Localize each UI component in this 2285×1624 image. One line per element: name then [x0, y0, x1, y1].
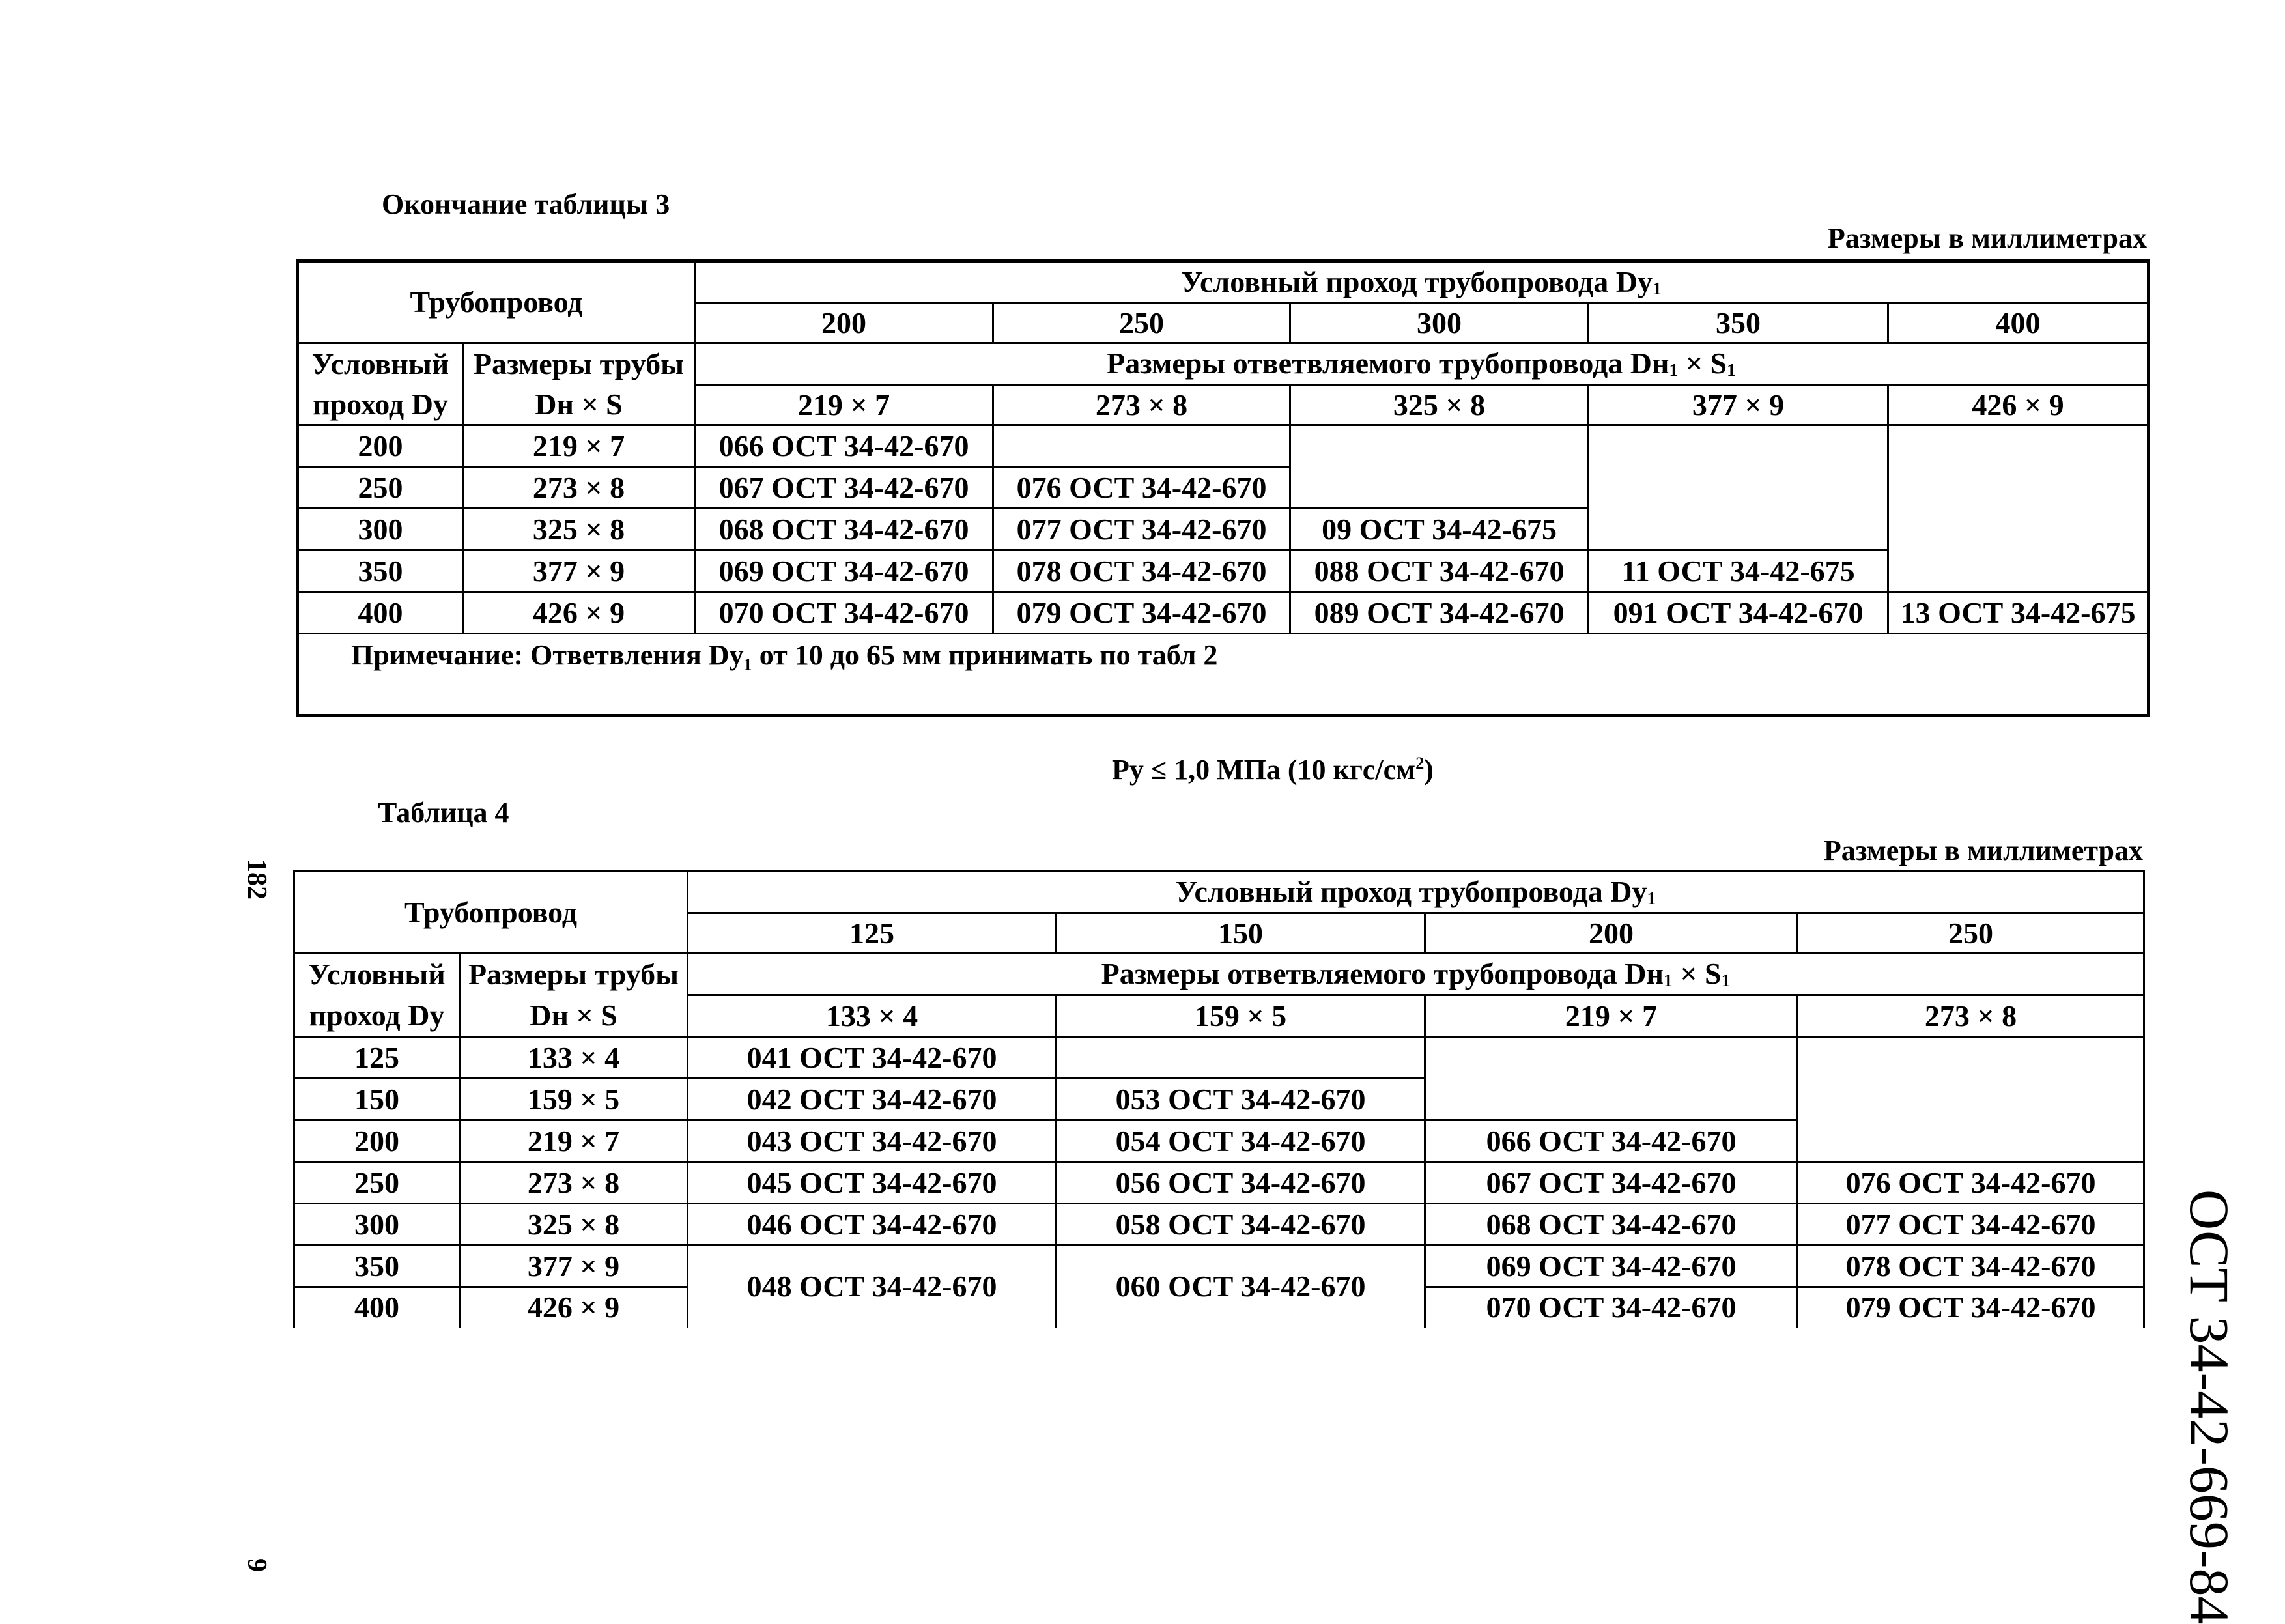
row-size: 377 × 9	[463, 550, 695, 592]
fitting-code: 067 ОСТ 34-42-670	[1425, 1162, 1798, 1204]
row-size: 325 × 8	[460, 1204, 688, 1246]
fitting-code: 09 ОСТ 34-42-675	[1290, 509, 1589, 550]
row-size: 219 × 7	[463, 425, 695, 467]
table-row	[294, 1162, 2144, 1204]
table4-branch-size: 159 × 5	[1057, 995, 1425, 1037]
row-dy: 350	[298, 550, 463, 592]
fitting-code: 056 ОСТ 34-42-670	[1057, 1162, 1425, 1204]
table3-col-size-line2: Dн × S	[463, 385, 695, 425]
row-size: 426 × 9	[463, 592, 695, 634]
page-number-bottom: 9	[242, 1558, 272, 1572]
table4-du1-200: 200	[1425, 913, 1798, 954]
fitting-code: 060 ОСТ 34-42-670	[1057, 1246, 1425, 1328]
empty-cell	[1290, 425, 1589, 509]
table4-col-size-line2: Dн × S	[460, 995, 688, 1037]
table4-branch-size: 133 × 4	[688, 995, 1057, 1037]
table-row	[298, 425, 2149, 467]
fitting-code: 053 ОСТ 34-42-670	[1057, 1079, 1425, 1120]
fitting-code: 046 ОСТ 34-42-670	[688, 1204, 1057, 1246]
table4-caption: Таблица 4	[378, 797, 509, 829]
row-size: 325 × 8	[463, 509, 695, 550]
fitting-code: 089 ОСТ 34-42-670	[1290, 592, 1589, 634]
table4-du1-125: 125	[688, 913, 1057, 954]
fitting-code: 088 ОСТ 34-42-670	[1290, 550, 1589, 592]
empty-cell	[1425, 1037, 1798, 1120]
fitting-code: 054 ОСТ 34-42-670	[1057, 1120, 1425, 1162]
table4-header-branch: Размеры ответвляемого трубопровода $Dн_1 \times S_1$	[688, 954, 2144, 995]
fitting-code: 078 ОСТ 34-42-670	[993, 550, 1290, 592]
table4	[293, 870, 2145, 1328]
row-size: 133 × 4	[460, 1037, 688, 1079]
empty-cell	[1057, 1037, 1425, 1079]
table3-du1-250: 250	[993, 303, 1290, 343]
table-row	[298, 550, 2149, 592]
row-dy: 250	[294, 1162, 460, 1204]
table4-units: Размеры в миллиметрах	[1823, 834, 2143, 866]
fitting-code: 076 ОСТ 34-42-670	[993, 467, 1290, 509]
fitting-code: 067 ОСТ 34-42-670	[695, 467, 993, 509]
row-dy: 250	[298, 467, 463, 509]
row-size: 159 × 5	[460, 1079, 688, 1120]
fitting-code: 042 ОСТ 34-42-670	[688, 1079, 1057, 1120]
fitting-code: 079 ОСТ 34-42-670	[1798, 1287, 2144, 1328]
table-row	[294, 1204, 2144, 1246]
fitting-code: 076 ОСТ 34-42-670	[1798, 1162, 2144, 1204]
row-size: 377 × 9	[460, 1246, 688, 1287]
row-dy: 150	[294, 1079, 460, 1120]
empty-cell	[1888, 425, 2149, 592]
row-dy: 400	[294, 1287, 460, 1328]
table3-units: Размеры в миллиметрах	[1827, 222, 2147, 254]
table3-header-du1: Условный проход трубопровода $Dy_1$	[695, 261, 2149, 303]
table-row	[294, 1037, 2144, 1079]
table4-col-size-line1: Размеры трубы	[460, 954, 688, 995]
fitting-code: 043 ОСТ 34-42-670	[688, 1120, 1057, 1162]
fitting-code: 077 ОСТ 34-42-670	[1798, 1204, 2144, 1246]
fitting-code: 069 ОСТ 34-42-670	[695, 550, 993, 592]
row-size: 273 × 8	[463, 467, 695, 509]
table4-du1-150: 150	[1057, 913, 1425, 954]
fitting-code: 11 ОСТ 34-42-675	[1589, 550, 1888, 592]
pressure-condition: Py ≤ 1,0 МПа (10 кгс/$см^2$)	[1112, 753, 1434, 786]
row-dy: 200	[298, 425, 463, 467]
table3-col-size-line1: Размеры трубы	[463, 343, 695, 385]
table3-du1-200: 200	[695, 303, 993, 343]
table3-du1-400: 400	[1888, 303, 2149, 343]
fitting-code: 070 ОСТ 34-42-670	[695, 592, 993, 634]
empty-cell	[1798, 1037, 2144, 1162]
table3-branch-size: 426 × 9	[1888, 385, 2149, 425]
fitting-code: 077 ОСТ 34-42-670	[993, 509, 1290, 550]
table3	[296, 259, 2150, 717]
empty-cell	[1589, 425, 1888, 550]
table3-branch-size: 219 × 7	[695, 385, 993, 425]
fitting-code: 068 ОСТ 34-42-670	[695, 509, 993, 550]
row-size: 219 × 7	[460, 1120, 688, 1162]
page-number-top: 182	[242, 859, 272, 900]
table-row	[294, 1246, 2144, 1287]
table3-du1-300: 300	[1290, 303, 1589, 343]
row-dy: 125	[294, 1037, 460, 1079]
table3-branch-size: 325 × 8	[1290, 385, 1589, 425]
table4-header-pipeline: Трубопровод	[294, 872, 688, 954]
fitting-code: 045 ОСТ 34-42-670	[688, 1162, 1057, 1204]
fitting-code: 066 ОСТ 34-42-670	[695, 425, 993, 467]
table3-branch-size: 377 × 9	[1589, 385, 1888, 425]
fitting-code: 13 ОСТ 34-42-675	[1888, 592, 2149, 634]
fitting-code: 066 ОСТ 34-42-670	[1425, 1120, 1798, 1162]
table3-col-dy-line1: Условный	[298, 343, 463, 385]
row-dy: 300	[294, 1204, 460, 1246]
empty-cell	[993, 425, 1290, 467]
fitting-code: 070 ОСТ 34-42-670	[1425, 1287, 1798, 1328]
table4-col-dy-line2: проход Dy	[294, 995, 460, 1037]
row-size: 426 × 9	[460, 1287, 688, 1328]
table4-branch-size: 219 × 7	[1425, 995, 1798, 1037]
table3-header-pipeline: Трубопровод	[298, 261, 695, 343]
table3-header-branch: Размеры ответвляемого трубопровода $Dн_1 \times S_1$	[695, 343, 2149, 385]
fitting-code: 069 ОСТ 34-42-670	[1425, 1246, 1798, 1287]
table3-note: Примечание: Ответвления Dy₁ от 10 до 65 мм принимать по табл 2	[298, 634, 2149, 716]
fitting-code: 078 ОСТ 34-42-670	[1798, 1246, 2144, 1287]
row-dy: 200	[294, 1120, 460, 1162]
fitting-code: 091 ОСТ 34-42-670	[1589, 592, 1888, 634]
fitting-code: 041 ОСТ 34-42-670	[688, 1037, 1057, 1079]
row-dy: 300	[298, 509, 463, 550]
fitting-code: 079 ОСТ 34-42-670	[993, 592, 1290, 634]
fitting-code: 068 ОСТ 34-42-670	[1425, 1204, 1798, 1246]
row-size: 273 × 8	[460, 1162, 688, 1204]
table3-caption: Окончание таблицы 3	[382, 188, 670, 220]
table3-du1-350: 350	[1589, 303, 1888, 343]
standard-designation: ОСТ 34-42-669-84	[2178, 1190, 2241, 1624]
table4-branch-size: 273 × 8	[1798, 995, 2144, 1037]
table4-header-du1: Условный проход трубопровода $Dy_1$	[688, 872, 2144, 913]
row-dy: 350	[294, 1246, 460, 1287]
fitting-code: 048 ОСТ 34-42-670	[688, 1246, 1057, 1328]
table3-branch-size: 273 × 8	[993, 385, 1290, 425]
table3-col-dy-line2: проход Dy	[298, 385, 463, 425]
table4-du1-250: 250	[1798, 913, 2144, 954]
fitting-code: 058 ОСТ 34-42-670	[1057, 1204, 1425, 1246]
table-row	[298, 592, 2149, 634]
table4-col-dy-line1: Условный	[294, 954, 460, 995]
row-dy: 400	[298, 592, 463, 634]
